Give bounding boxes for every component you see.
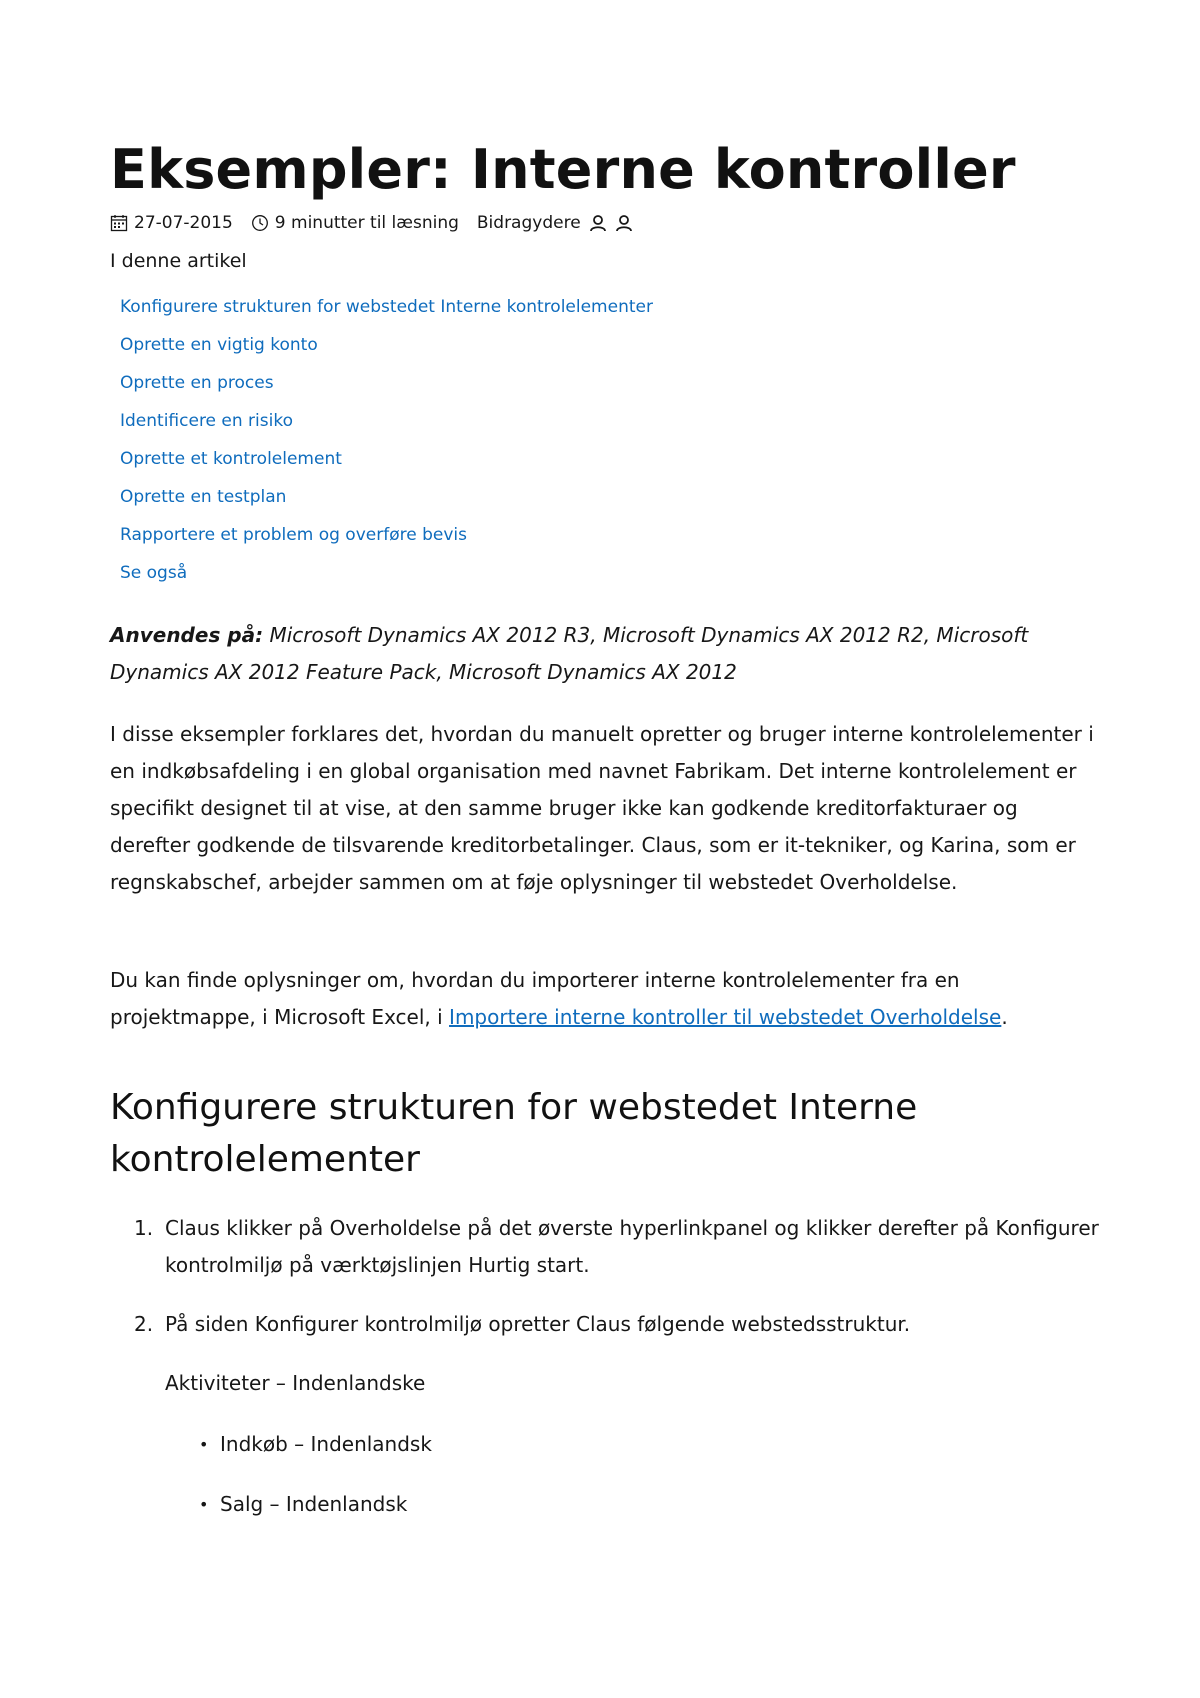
clock-icon: [251, 214, 269, 232]
applies-to-text: Microsoft Dynamics AX 2012 R3, Microsoft Dynamics AX 2012 R2, Microsoft Dynamics AX 2012 Feature Pack, Microsoft Dynamics AX 2012: [110, 623, 1029, 684]
toc-item[interactable]: [120, 563, 653, 601]
applies-to-label: Anvendes på:: [110, 623, 264, 647]
toc-link[interactable]: Konfigurere strukturen for webstedet Interne kontrolelementer: [120, 297, 653, 317]
step-text: På siden Konfigurer kontrolmiljø opretter Claus følgende webstedsstruktur.: [165, 1312, 911, 1336]
info-paragraph: [110, 962, 1095, 1036]
bullet-icon: •: [199, 1435, 209, 1454]
in-this-article-heading: I denne artikel: [110, 250, 247, 272]
toc-link[interactable]: Rapportere et problem og overføre bevis: [120, 525, 467, 545]
step-number: 2.: [134, 1312, 154, 1336]
contributor-avatar-icon[interactable]: [615, 214, 633, 232]
toc-item[interactable]: [120, 411, 653, 449]
steps-list: [110, 1210, 1100, 1546]
structure-heading: Aktiviteter – Indenlandske: [165, 1371, 426, 1395]
toc-link[interactable]: Se også: [120, 563, 188, 583]
info-period: .: [1001, 1005, 1008, 1029]
calendar-icon: [110, 214, 128, 232]
publish-date: 27-07-2015: [134, 213, 233, 233]
intro-paragraph: I disse eksempler forklares det, hvordan du manuelt opretter og bruger interne kontrolelementer i en indkøbsafdeling i en global organisation med navnet Fabrikam. Det interne kontrolelement er specifikt designet til at vise, at den samme bruger ikke kan godkende kreditorfakturaer og derefter godkende de tilsvarende kreditorbetalinger. Claus, som er it-tekniker, og Karina, som er regnskabschef, arbejder sammen om at føje oplysninger til webstedet Overholdelse.: [110, 722, 1094, 894]
step-text: Claus klikker på Overholdelse på det øverste hyperlinkpanel og klikker derefter på Konfigurer kontrolmiljø på værktøjslinjen Hurtig start.: [165, 1216, 1099, 1277]
structure-item-text: Indkøb – Indenlandsk: [220, 1432, 432, 1456]
info-text: Du kan finde oplysninger om, hvordan du importerer interne kontrolelementer fra en projektmappe, i Microsoft Excel, i: [110, 968, 960, 1029]
page-title: Eksempler: Interne kontroller: [110, 138, 1016, 201]
applies-to: [110, 617, 1095, 691]
toc-item[interactable]: [120, 525, 653, 563]
toc-item[interactable]: [120, 487, 653, 525]
step-item: [110, 1306, 1100, 1523]
toc-link[interactable]: Oprette et kontrolelement: [120, 449, 342, 469]
step-number: 1.: [134, 1216, 154, 1240]
toc-link[interactable]: Oprette en proces: [120, 373, 274, 393]
structure-item: [165, 1426, 1100, 1463]
contributor-avatar-icon[interactable]: [589, 214, 607, 232]
section-heading: Konfigurere strukturen for webstedet Interne kontrolelementer: [110, 1087, 918, 1180]
toc-link[interactable]: Identificere en risiko: [120, 411, 293, 431]
toc-item[interactable]: [120, 373, 653, 411]
step-item: [110, 1210, 1100, 1284]
structure-item-text: Salg – Indenlandsk: [220, 1492, 408, 1516]
table-of-contents: [120, 297, 653, 601]
toc-item[interactable]: [120, 335, 653, 373]
read-time: 9 minutter til læsning: [274, 213, 459, 233]
toc-link[interactable]: Oprette en testplan: [120, 487, 287, 507]
article-metadata: [110, 213, 633, 233]
import-link[interactable]: Importere interne kontroller til webstedet Overholdelse: [449, 1005, 1002, 1029]
structure-item: [165, 1486, 1100, 1523]
bullet-icon: •: [199, 1495, 209, 1514]
toc-item[interactable]: [120, 449, 653, 487]
structure-list: [165, 1426, 1100, 1523]
toc-link[interactable]: Oprette en vigtig konto: [120, 335, 318, 355]
toc-item[interactable]: [120, 297, 653, 335]
contributors-label[interactable]: Bidragydere: [476, 213, 581, 233]
